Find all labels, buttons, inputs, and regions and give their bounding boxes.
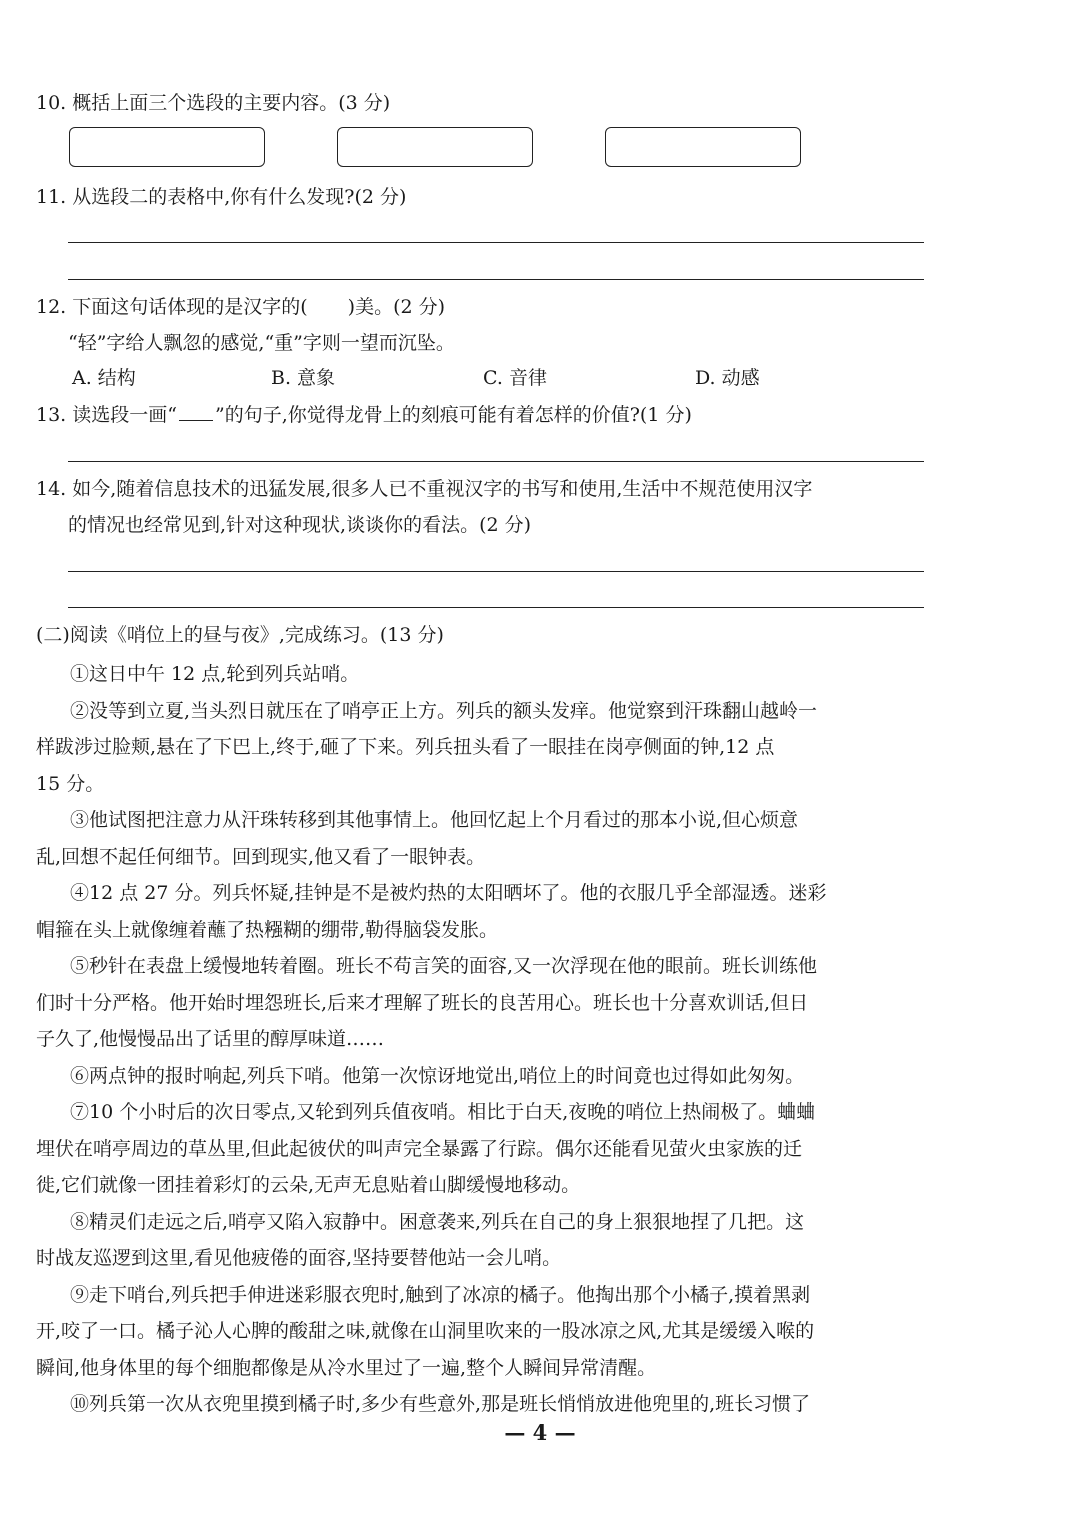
option-a[interactable]: A. 结构 [72,367,136,389]
passage-line: 瞬间,他身体里的每个细胞都像是从冷水里过了一遍,整个人瞬间异常清醒。 [36,1356,657,1379]
question-10: 10. 概括上面三个选段的主要内容。(3 分) [36,92,391,114]
passage-line: 开,咬了一口。橘子沁人心脾的酸甜之味,就像在山洞里吹来的一股冰凉之风,尤其是缓缓入喉的 [36,1320,815,1342]
passage-line: 乱,回想不起任何细节。回到现实,他又看了一眼钟表。 [36,845,486,868]
question-12-stem-before: 12. 下面这句话体现的是汉字的( [36,296,308,318]
section-2-heading: (二)阅读《哨位上的昼与夜》,完成练习。(13 分) [36,624,444,646]
passage-line: ⑥两点钟的报时响起,列兵下哨。他第一次惊讶地觉出,哨位上的时间竟也过得如此匆匆。 [70,1064,805,1087]
passage-line: ③他试图把注意力从汗珠转移到其他事情上。他回忆起上个月看过的那本小说,但心烦意 [70,809,799,831]
page-number: — 4 — [504,1420,576,1445]
answer-line[interactable] [68,571,924,572]
option-d[interactable]: D. 动感 [695,367,760,389]
answer-line[interactable] [68,242,924,243]
passage-line: ⑩列兵第一次从衣兜里摸到橘子时,多少有些意外,那是班长悄悄放进他兜里的,班长习惯了 [70,1393,811,1415]
passage-line: 15 分。 [36,772,105,795]
passage-line: ④12 点 27 分。列兵怀疑,挂钟是不是被灼热的太阳晒坏了。他的衣服几乎全部湿透。迷彩 [70,882,827,904]
question-12-stem-after: )美。(2 分) [347,296,446,318]
question-13 [36,402,692,428]
answer-box-1[interactable] [69,127,265,167]
option-b[interactable]: B. 意象 [271,367,336,389]
answer-box-3[interactable] [605,127,801,167]
passage-line: ⑧精灵们走远之后,哨亭又陷入寂静中。困意袭来,列兵在自己的身上狠狠地捏了几把。这 [70,1210,805,1233]
passage-line: ⑦10 个小时后的次日零点,又轮到列兵值夜哨。相比于白天,夜晚的哨位上热闹极了。蛐蛐 [70,1101,816,1123]
question-14-line-1: 14. 如今,随着信息技术的迅猛发展,很多人已不重视汉字的书写和使用,生活中不规范使用汉字 [36,478,813,500]
passage-line: 徙,它们就像一团挂着彩灯的云朵,无声无息贴着山脚缓慢地移动。 [36,1174,581,1196]
question-14-line-2: 的情况也经常见到,针对这种现状,谈谈你的看法。(2 分) [68,514,532,536]
question-11: 11. 从选段二的表格中,你有什么发现?(2 分) [36,186,407,208]
passage-line: ②没等到立夏,当头烈日就压在了哨亭正上方。列兵的额头发痒。他觉察到汗珠翻山越岭一 [70,699,818,722]
answer-line[interactable] [68,607,924,608]
passage-line: 们时十分严格。他开始时埋怨班长,后来才理解了班长的良苦用心。班长也十分喜欢训话,但日 [36,991,809,1014]
passage-line: 子久了,他慢慢品出了话里的醇厚味道…… [36,1028,385,1050]
option-c[interactable]: C. 音律 [483,367,547,389]
passage-line: ①这日中午 12 点,轮到列兵站哨。 [70,663,360,685]
passage-line: 埋伏在哨亭周边的草丛里,但此起彼伏的叫声完全暴露了行踪。偶尔还能看见萤火虫家族的迁 [36,1137,803,1160]
passage-line: ⑤秒针在表盘上缓慢地转着圈。班长不苟言笑的面容,又一次浮现在他的眼前。班长训练他 [70,955,818,977]
question-12-sentence: “轻”字给人飘忽的感觉,“重”字则一望而沉坠。 [68,332,455,354]
answer-box-2[interactable] [337,127,533,167]
answer-line[interactable] [68,279,924,280]
passage-line: 时战友巡逻到这里,看见他疲倦的面容,坚持要替他站一会儿哨。 [36,1247,562,1269]
passage-line: 帽箍在头上就像缠着蘸了热糨糊的绷带,勒得脑袋发胀。 [36,918,499,941]
answer-line[interactable] [68,461,924,462]
passage-line: ⑨走下哨台,列兵把手伸进迷彩服衣兜时,触到了冰凉的橘子。他掏出那个小橘子,摸着黑剥 [70,1283,811,1306]
passage-line: 样跋涉过脸颊,悬在了下巴上,终于,砸了下来。列兵扭头看了一眼挂在岗亭侧面的钟,12 点 [36,736,775,758]
question-12 [36,294,445,320]
underline-mark [179,402,213,421]
question-13-stem-before: 13. 读选段一画“ [36,404,177,426]
question-13-stem-after: ”的句子,你觉得龙骨上的刻痕可能有着怎样的价值?(1 分) [214,404,692,426]
